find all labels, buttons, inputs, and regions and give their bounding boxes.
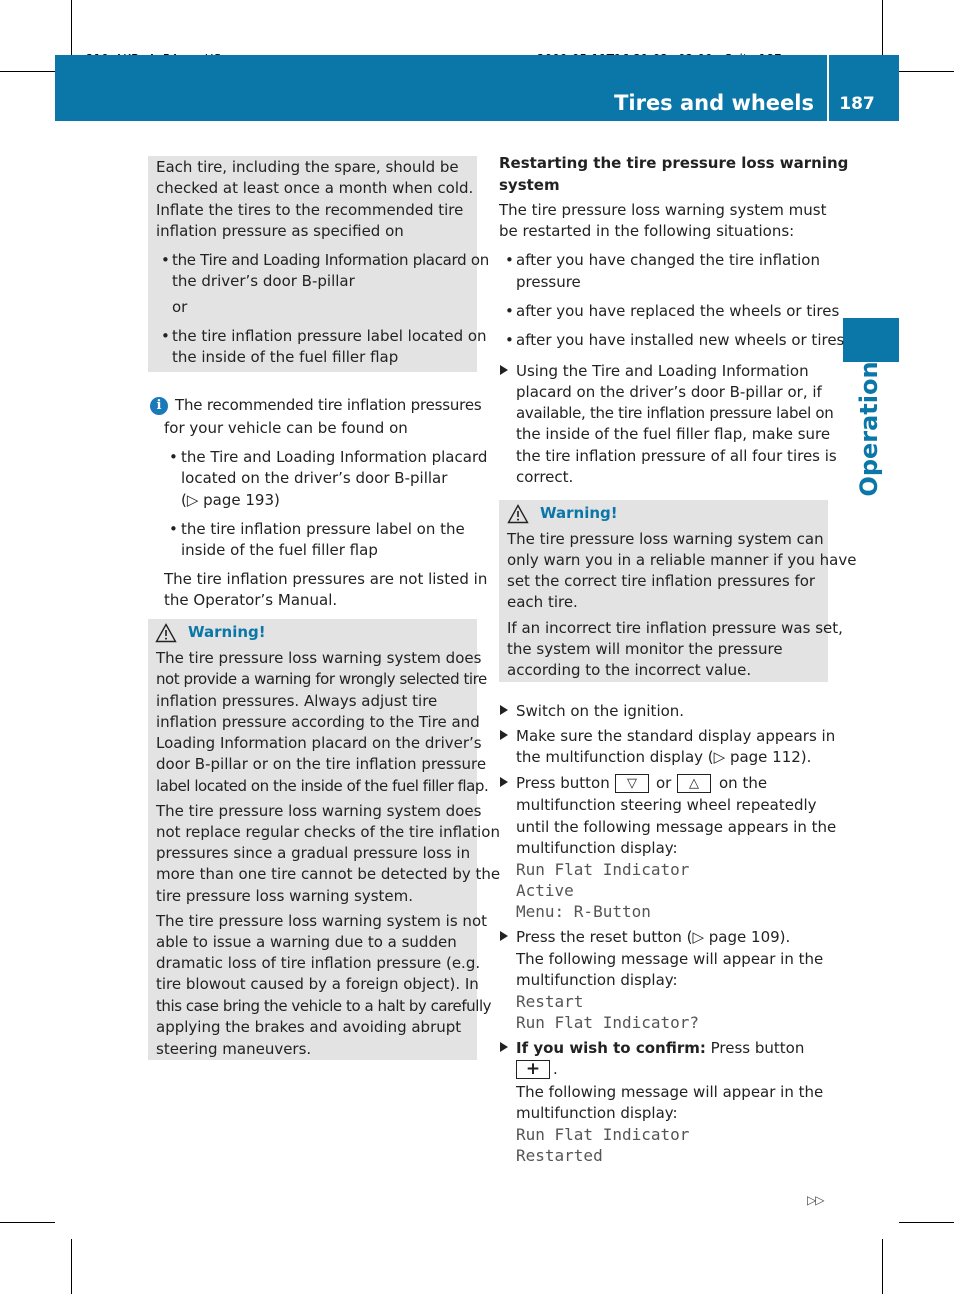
step-line: available, the tire inflation pressure label on <box>516 404 834 422</box>
box-bullet-line: the driver’s door B-pillar <box>172 272 355 290</box>
down-button-key-icon: ▽ <box>615 774 649 793</box>
confirm-label: If you wish to confirm: <box>516 1039 706 1057</box>
warning-text: The tire pressure loss warning system does <box>156 802 482 820</box>
step-line: Using the Tire and Loading Information <box>516 362 809 380</box>
warning-text: not provide a warning for wrongly selected tire <box>156 670 487 688</box>
step-arrow-icon <box>500 365 508 375</box>
warning-text: more than one tire cannot be detected by the <box>156 865 501 883</box>
side-tab-text: Operation <box>855 361 883 497</box>
crop-mark <box>0 71 55 72</box>
step-line: correct. <box>516 468 574 486</box>
side-tab-marker <box>843 318 899 362</box>
warning-label: Warning! <box>188 623 266 641</box>
bullet-line: after you have installed new wheels or tires <box>516 331 845 349</box>
step-line <box>516 1038 804 1059</box>
warning-text: tire pressure loss warning system. <box>156 887 414 905</box>
crop-mark <box>899 1222 954 1223</box>
step-line: the inside of the fuel filler flap, make sure <box>516 425 831 443</box>
step-line: . <box>553 1060 558 1078</box>
crop-mark <box>71 0 72 55</box>
crop-mark <box>899 71 954 72</box>
up-button-key-icon: △ <box>677 774 711 793</box>
step-line: multifunction display: <box>516 1104 678 1122</box>
bullet-dot: • <box>161 327 170 345</box>
bullet-dot: • <box>505 251 514 269</box>
bullet-dot: • <box>169 520 178 538</box>
step-arrow-icon <box>500 730 508 740</box>
display-message: Run Flat Indicator <box>516 860 690 879</box>
step-line: placard on the driver’s door B-pillar or, if <box>516 383 822 401</box>
bullet-line: after you have changed the tire inflation <box>516 251 820 269</box>
step-arrow-icon <box>500 1042 508 1052</box>
warning-text: label located on the inside of the fuel filler flap. <box>156 777 489 795</box>
section-heading: system <box>499 176 560 194</box>
bullet-line: pressure <box>516 273 581 291</box>
plus-button-key-icon: + <box>516 1060 550 1079</box>
display-message: Restarted <box>516 1146 603 1165</box>
box-line: Each tire, including the spare, should be <box>156 158 459 176</box>
warning-text: Loading Information placard on the driver’s <box>156 734 482 752</box>
warning-text: applying the brakes and avoiding abrupt <box>156 1018 462 1036</box>
box-line: Inflate the tires to the recommended tire <box>156 201 464 219</box>
warning-text: pressures since a gradual pressure loss in <box>156 844 471 862</box>
bullet-dot: • <box>161 251 170 269</box>
section-heading: Restarting the tire pressure loss warning <box>499 154 849 172</box>
bullet-dot: • <box>169 448 178 466</box>
crop-mark <box>882 0 883 55</box>
page-number: 187 <box>839 94 875 114</box>
warning-text: only warn you in a reliable manner if you have <box>507 551 857 569</box>
crop-mark <box>71 1239 72 1294</box>
warning-text: The tire pressure loss warning system does <box>156 649 482 667</box>
warning-text: this case bring the vehicle to a halt by carefully <box>156 997 492 1015</box>
step-line: on the <box>719 774 768 792</box>
side-tab-label <box>845 361 893 497</box>
step-line: the tire inflation pressure of all four tires is <box>516 447 837 465</box>
warning-triangle-icon <box>155 623 177 643</box>
intro-line: The tire pressure loss warning system must <box>499 201 827 219</box>
warning-text: steering maneuvers. <box>156 1040 312 1058</box>
info-line: for your vehicle can be found on <box>164 419 408 437</box>
bullet-line: after you have replaced the wheels or tires <box>516 302 840 320</box>
warning-text: door B-pillar or on the tire inflation pressure <box>156 755 487 773</box>
box-bullet-line: the Tire and Loading Information placard on <box>172 251 489 269</box>
step-arrow-icon <box>500 931 508 941</box>
step-line: Press button <box>516 774 610 792</box>
info-bullet-line: located on the driver’s door B-pillar <box>181 469 448 487</box>
box-bullet-line: the inside of the fuel filler flap <box>172 348 399 366</box>
page-reference-link[interactable]: the multifunction display (▷ page 112). <box>516 748 812 766</box>
box-bullet-line: the tire inflation pressure label located on <box>172 327 487 345</box>
display-message: Active <box>516 881 574 900</box>
bullet-dot: • <box>505 302 514 320</box>
warning-text: The tire pressure loss warning system can <box>507 530 824 548</box>
display-message: Run Flat Indicator? <box>516 1013 700 1032</box>
warning-text: not replace regular checks of the tire inflation <box>156 823 500 841</box>
info-line: The tire inflation pressures are not listed in <box>164 570 488 588</box>
step-line: The following message will appear in the <box>516 1083 824 1101</box>
step-arrow-icon <box>500 777 508 787</box>
section-title: Tires and wheels <box>614 91 814 115</box>
box-line: inflation pressure as specified on <box>156 222 404 240</box>
bullet-dot: • <box>505 331 514 349</box>
page-reference-link[interactable]: (▷ page 193) <box>181 491 280 509</box>
warning-text: dramatic loss of tire inflation pressure (e.g. <box>156 954 481 972</box>
warning-text: inflation pressures. Always adjust tire <box>156 692 438 710</box>
info-icon: i <box>150 397 168 415</box>
crop-mark <box>882 1239 883 1294</box>
info-line: The recommended tire inflation pressures <box>175 396 482 414</box>
step-line: multifunction display: <box>516 971 678 989</box>
step-line: Make sure the standard display appears in <box>516 727 836 745</box>
info-bullet-line: the Tire and Loading Information placard <box>181 448 488 466</box>
box-or: or <box>172 298 188 316</box>
display-message: Menu: R-Button <box>516 902 651 921</box>
step-line: multifunction display: <box>516 839 678 857</box>
warning-label: Warning! <box>540 504 618 522</box>
warning-text: set the correct tire inflation pressures for <box>507 572 816 590</box>
warning-text: If an incorrect tire inflation pressure was set, <box>507 619 843 637</box>
page-reference-link[interactable]: Press the reset button (▷ page 109). <box>516 928 791 946</box>
info-bullet-line: inside of the fuel filler flap <box>181 541 378 559</box>
intro-line: be restarted in the following situations: <box>499 222 795 240</box>
step-arrow-icon <box>500 705 508 715</box>
display-message: Restart <box>516 992 584 1011</box>
header-divider <box>827 55 829 121</box>
warning-text: The tire pressure loss warning system is not <box>156 912 487 930</box>
info-bullet-line: the tire inflation pressure label on the <box>181 520 465 538</box>
warning-text: each tire. <box>507 593 578 611</box>
warning-text: according to the incorrect value. <box>507 661 752 679</box>
warning-triangle-icon <box>507 504 529 524</box>
step-line: until the following message appears in the <box>516 818 837 836</box>
confirm-text: Press button <box>705 1039 805 1057</box>
step-line: The following message will appear in the <box>516 950 824 968</box>
crop-mark <box>0 1222 55 1223</box>
step-line: multifunction steering wheel repeatedly <box>516 796 817 814</box>
box-line: checked at least once a month when cold. <box>156 179 474 197</box>
warning-text: able to issue a warning due to a sudden <box>156 933 457 951</box>
warning-text: tire blowout caused by a foreign object). In <box>156 975 479 993</box>
step-line: or <box>656 774 672 792</box>
warning-text: the system will monitor the pressure <box>507 640 783 658</box>
warning-text: inflation pressure according to the Tire and <box>156 713 480 731</box>
continued-marker: ▷▷ <box>807 1193 824 1207</box>
display-message: Run Flat Indicator <box>516 1125 690 1144</box>
info-line: the Operator’s Manual. <box>164 591 338 609</box>
step-line: Switch on the ignition. <box>516 702 685 720</box>
